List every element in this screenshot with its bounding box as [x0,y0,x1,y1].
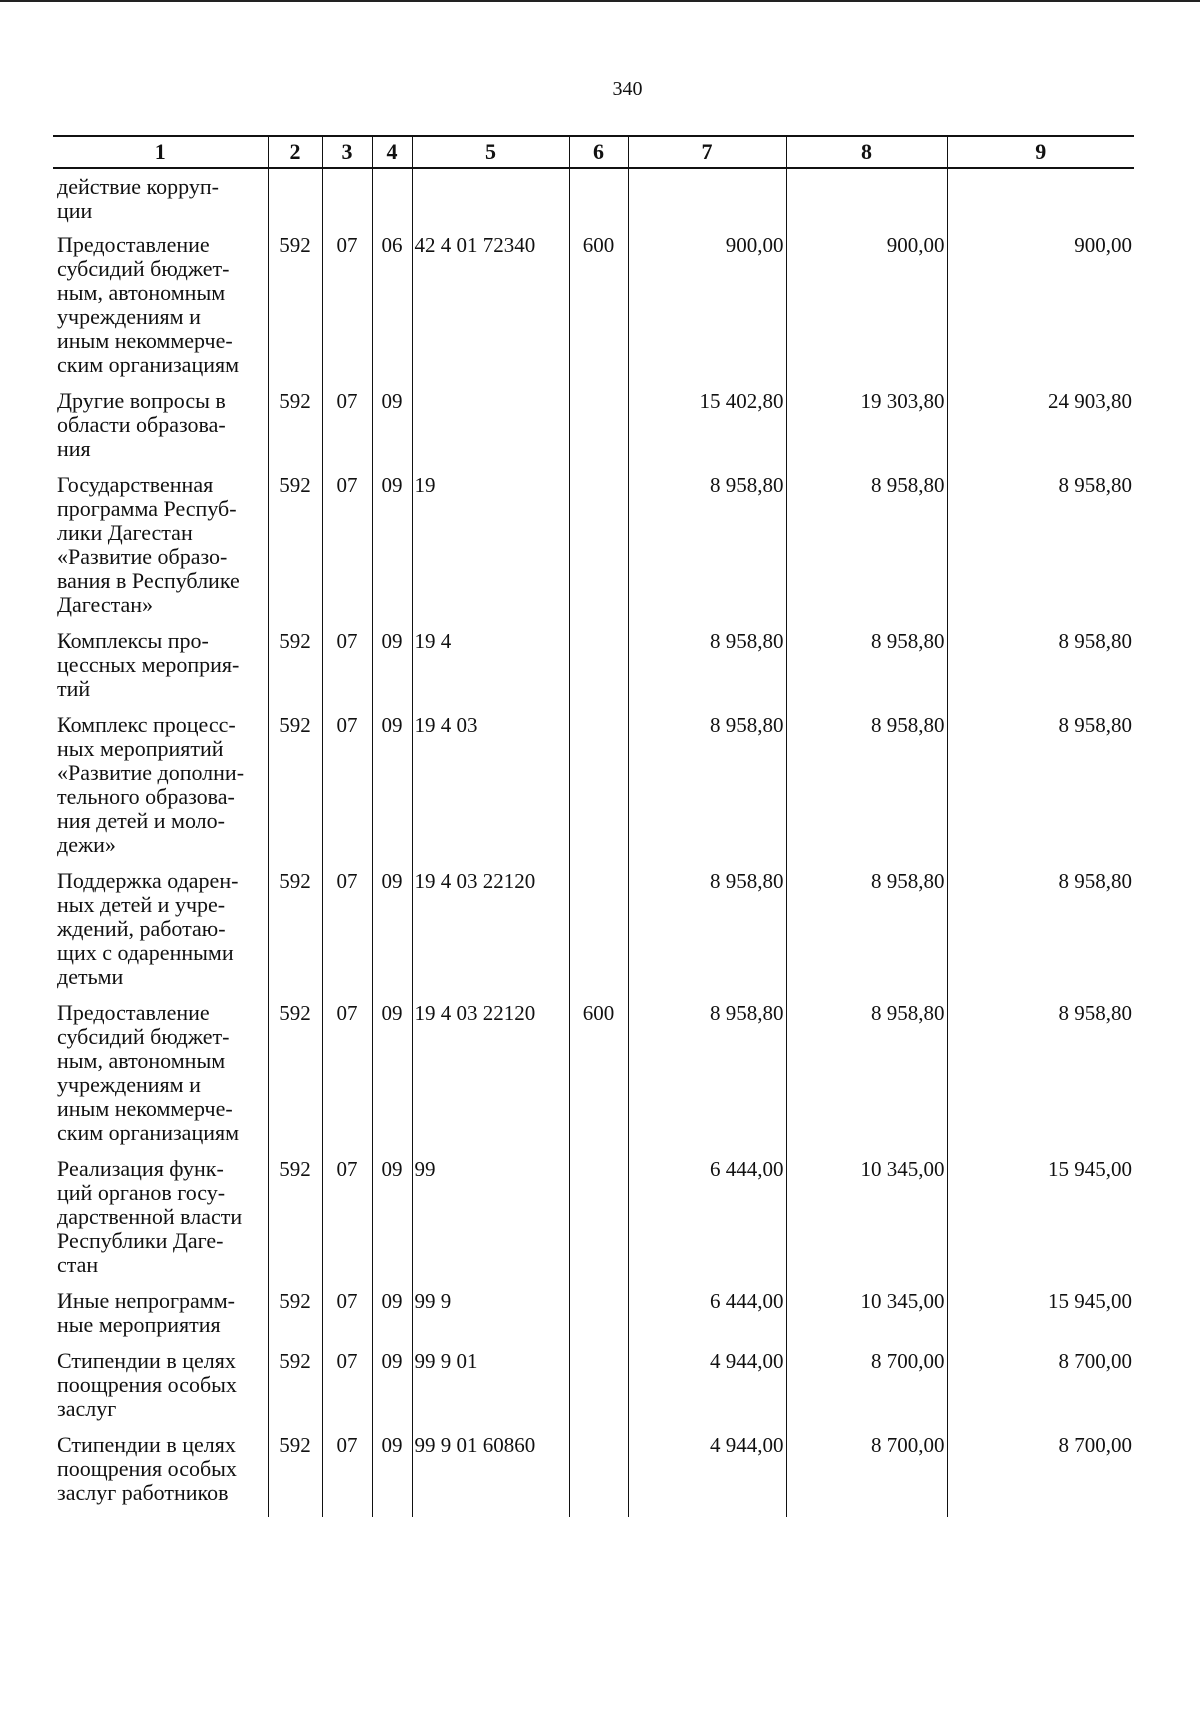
cell-c7: 4 944,00 [628,1349,786,1433]
row-name-line: «Развитие дополни- [57,760,245,785]
cell-c8 [786,168,947,233]
row-name-line: ждений, работаю- [57,916,226,941]
header-cell: 5 [412,136,569,168]
row-name-line: тельного образова- [57,784,235,809]
row-name-line: действие корруп- [57,174,219,199]
table-row [53,1433,1134,1517]
row-name-line: лики Дагестан [57,520,193,545]
row-name-cell [53,629,268,713]
row-name-line: ции [57,198,93,223]
cell-c3 [322,168,372,233]
cell-c7: 8 958,80 [628,869,786,1001]
cell-c4 [372,168,412,233]
cell-c4: 06 [372,233,412,389]
row-name-line: Другие вопросы в [57,389,226,413]
row-name-line: ные мероприятия [57,1312,221,1337]
row-name-cell [53,233,268,389]
header-cell: 2 [268,136,322,168]
header-cell: 8 [786,136,947,168]
cell-c8: 19 303,80 [786,389,947,473]
cell-c2: 592 [268,1157,322,1289]
cell-c6 [569,1433,628,1517]
table-row [53,1001,1134,1157]
cell-c3: 07 [322,389,372,473]
cell-c8: 10 345,00 [786,1289,947,1349]
row-name-line: Предоставление [57,1001,210,1025]
header-cell: 9 [947,136,1134,168]
cell-c9: 8 958,80 [947,1001,1134,1157]
cell-c4: 09 [372,1433,412,1517]
cell-c2: 592 [268,713,322,869]
row-name-line: Поддержка одарен- [57,869,239,893]
cell-c2: 592 [268,1349,322,1433]
row-name-line: Стипендии в целях [57,1433,236,1457]
cell-c9: 8 958,80 [947,473,1134,629]
cell-c5: 99 9 01 60860 [412,1433,569,1517]
row-name-line: ским организациям [57,1120,240,1145]
row-name-cell [53,1433,268,1517]
cell-c6 [569,713,628,869]
cell-c3: 07 [322,713,372,869]
cell-c3: 07 [322,1349,372,1433]
row-name-line: поощрения особых [57,1372,237,1397]
cell-c8: 8 700,00 [786,1349,947,1433]
cell-c6 [569,1349,628,1433]
cell-c9 [947,168,1134,233]
row-name-line: цессных мероприя- [57,652,240,677]
row-name-line: ций органов госу- [57,1180,226,1205]
cell-c8: 8 958,80 [786,713,947,869]
row-name-line: Иные непрограмм- [57,1289,235,1313]
cell-c5: 19 4 03 22120 [412,1001,569,1157]
budget-table [53,135,1134,1517]
row-name-line: вания в Республике [57,568,240,593]
header-cell: 7 [628,136,786,168]
row-name-line: детьми [57,964,124,989]
row-name-line: учреждениям и [57,304,201,329]
cell-c3: 07 [322,1289,372,1349]
cell-c3: 07 [322,869,372,1001]
cell-c5 [412,389,569,473]
row-name-line: стан [57,1252,99,1277]
row-name-line: субсидий бюджет- [57,256,230,281]
cell-c8: 8 958,80 [786,629,947,713]
row-name-line: заслуг [57,1396,117,1421]
cell-c2: 592 [268,1001,322,1157]
cell-c7: 8 958,80 [628,629,786,713]
cell-c4: 09 [372,389,412,473]
table-row [53,473,1134,629]
row-name-line: Предоставление [57,233,210,257]
cell-c8: 8 958,80 [786,1001,947,1157]
cell-c3: 07 [322,1157,372,1289]
cell-c6: 600 [569,1001,628,1157]
row-name-line: дарственной власти [57,1204,243,1229]
row-name-cell [53,1349,268,1433]
cell-c5 [412,168,569,233]
row-name-cell [53,473,268,629]
cell-c3: 07 [322,473,372,629]
cell-c8: 900,00 [786,233,947,389]
cell-c9: 15 945,00 [947,1289,1134,1349]
row-name-line: Стипендии в целях [57,1349,236,1373]
cell-c9: 8 958,80 [947,869,1134,1001]
header-cell: 6 [569,136,628,168]
table-body [53,168,1134,1517]
cell-c6 [569,168,628,233]
cell-c2: 592 [268,869,322,1001]
cell-c4: 09 [372,1157,412,1289]
cell-c2 [268,168,322,233]
row-name-line: тий [57,676,91,701]
cell-c8: 8 958,80 [786,473,947,629]
cell-c7: 6 444,00 [628,1157,786,1289]
cell-c3: 07 [322,233,372,389]
cell-c5: 19 [412,473,569,629]
cell-c6 [569,473,628,629]
row-name-cell [53,168,268,233]
cell-c4: 09 [372,1349,412,1433]
row-name-cell [53,389,268,473]
row-name-line: ным, автономным [57,1048,226,1073]
table-row [53,869,1134,1001]
table-row [53,233,1134,389]
row-name-line: дежи» [57,832,116,857]
row-name-line: программа Респуб- [57,496,237,521]
cell-c9: 8 958,80 [947,713,1134,869]
row-name-line: учреждениям и [57,1072,201,1097]
top-rule [0,0,1200,2]
cell-c5: 19 4 03 22120 [412,869,569,1001]
cell-c6 [569,869,628,1001]
row-name-line: иным некоммерче- [57,1096,233,1121]
cell-c6 [569,1289,628,1349]
cell-c9: 900,00 [947,233,1134,389]
cell-c7: 8 958,80 [628,1001,786,1157]
cell-c6 [569,629,628,713]
row-name-line: заслуг работников [57,1480,229,1505]
row-name-line: Комплексы про- [57,629,209,653]
row-name-line: поощрения особых [57,1456,237,1481]
cell-c8: 8 700,00 [786,1433,947,1517]
row-name-cell [53,1157,268,1289]
row-name-line: Республики Даге- [57,1228,224,1253]
header-cell: 1 [53,136,268,168]
row-name-line: ния [57,436,91,461]
table-row [53,629,1134,713]
row-name-line: ния детей и моло- [57,808,225,833]
cell-c5: 99 9 [412,1289,569,1349]
cell-c8: 8 958,80 [786,869,947,1001]
cell-c9: 24 903,80 [947,389,1134,473]
cell-c9: 8 958,80 [947,629,1134,713]
row-name-cell [53,1289,268,1349]
row-name-line: щих с одаренными [57,940,234,965]
header-cell: 4 [372,136,412,168]
row-name-line: ных мероприятий [57,736,224,761]
row-name-line: Государственная [57,473,214,497]
cell-c3: 07 [322,629,372,713]
cell-c4: 09 [372,629,412,713]
table-header-row [53,136,1134,168]
cell-c7: 4 944,00 [628,1433,786,1517]
cell-c7: 900,00 [628,233,786,389]
cell-c2: 592 [268,473,322,629]
cell-c2: 592 [268,1433,322,1517]
row-name-line: Реализация функ- [57,1157,224,1181]
cell-c7: 8 958,80 [628,713,786,869]
row-name-cell [53,1001,268,1157]
cell-c3: 07 [322,1433,372,1517]
cell-c5: 42 4 01 72340 [412,233,569,389]
cell-c5: 99 [412,1157,569,1289]
cell-c4: 09 [372,713,412,869]
row-name-line: «Развитие образо- [57,544,228,569]
cell-c4: 09 [372,869,412,1001]
row-name-cell [53,869,268,1001]
row-name-line: области образова- [57,412,226,437]
table-row [53,713,1134,869]
cell-c4: 09 [372,1289,412,1349]
cell-c9: 8 700,00 [947,1349,1134,1433]
row-name-line: ским организациям [57,352,240,377]
cell-c5: 19 4 [412,629,569,713]
row-name-line: Дагестан» [57,592,154,617]
row-name-line: ным, автономным [57,280,226,305]
row-name-line: ных детей и учре- [57,892,226,917]
table-row [53,1157,1134,1289]
row-name-line: Комплекс процесс- [57,713,236,737]
row-name-line: иным некоммерче- [57,328,233,353]
cell-c2: 592 [268,389,322,473]
cell-c7: 8 958,80 [628,473,786,629]
table-row [53,389,1134,473]
cell-c5: 99 9 01 [412,1349,569,1433]
cell-c3: 07 [322,1001,372,1157]
table-row [53,1289,1134,1349]
cell-c4: 09 [372,1001,412,1157]
cell-c5: 19 4 03 [412,713,569,869]
cell-c6: 600 [569,233,628,389]
cell-c7: 6 444,00 [628,1289,786,1349]
cell-c8: 10 345,00 [786,1157,947,1289]
header-cell: 3 [322,136,372,168]
table-row [53,1349,1134,1433]
cell-c9: 8 700,00 [947,1433,1134,1517]
cell-c4: 09 [372,473,412,629]
row-name-line: субсидий бюджет- [57,1024,230,1049]
cell-c2: 592 [268,1289,322,1349]
cell-c7 [628,168,786,233]
row-name-cell [53,713,268,869]
cell-c9: 15 945,00 [947,1157,1134,1289]
cell-c7: 15 402,80 [628,389,786,473]
cell-c6 [569,389,628,473]
page-number: 340 [612,78,643,100]
cell-c6 [569,1157,628,1289]
table-row [53,168,1134,233]
cell-c2: 592 [268,233,322,389]
cell-c2: 592 [268,629,322,713]
